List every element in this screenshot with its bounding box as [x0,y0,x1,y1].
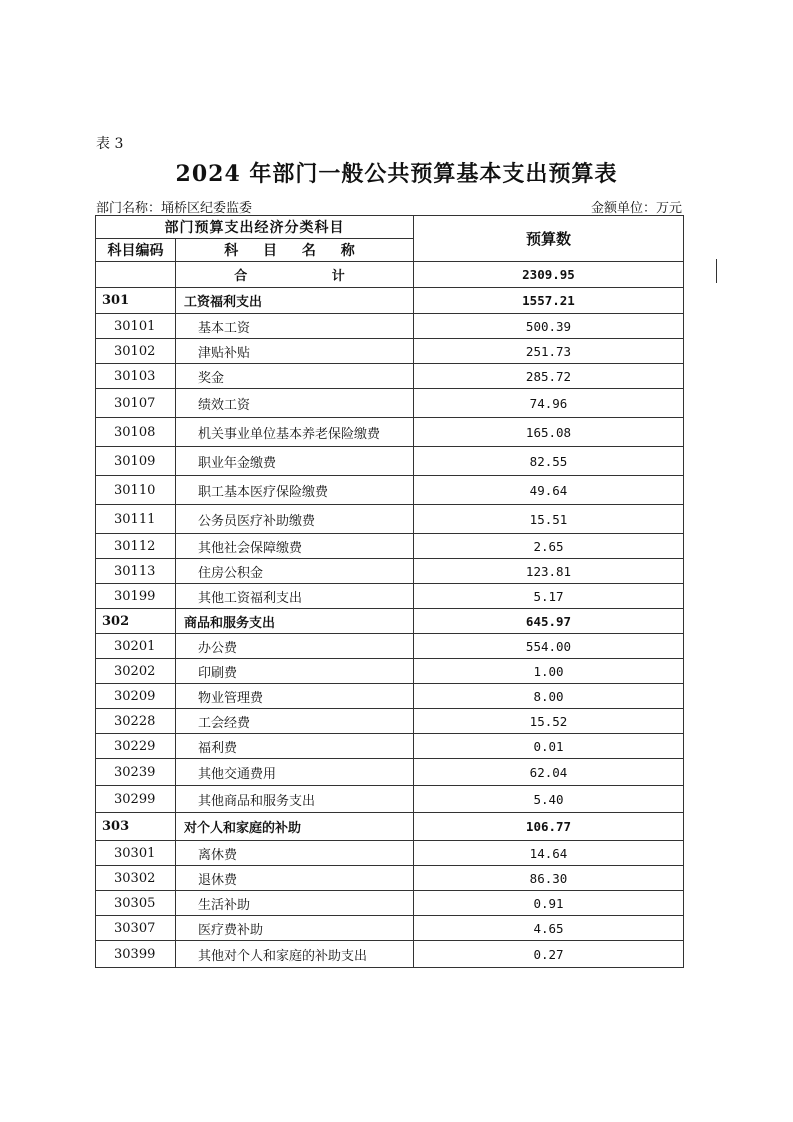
subject-code: 30209 [96,684,176,709]
table-row [96,505,684,534]
subject-code: 302 [96,609,176,634]
subject-code: 30302 [96,866,176,891]
total-label: 合 计 [176,262,414,288]
subject-name: 机关事业单位基本养老保险缴费 [176,418,414,447]
table-row [96,447,684,476]
subject-name: 奖金 [176,364,414,389]
table-row [96,916,684,941]
subject-code: 30101 [96,314,176,339]
category-row [96,813,684,841]
amount-unit: 金额单位：万元 [590,201,682,216]
budget-table [95,215,684,968]
budget-amount: 86.30 [414,866,684,891]
subject-name: 公务员医疗补助缴费 [176,505,414,534]
budget-amount: 554.00 [414,634,684,659]
table-row [96,418,684,447]
budget-amount: 251.73 [414,339,684,364]
subject-name: 工资福利支出 [176,288,414,314]
table-row [96,584,684,609]
budget-amount: 74.96 [414,389,684,418]
subject-code: 30301 [96,841,176,866]
subject-name: 退休费 [176,866,414,891]
subject-code: 30202 [96,659,176,684]
budget-amount: 15.52 [414,709,684,734]
subject-name: 津贴补贴 [176,339,414,364]
table-row [96,389,684,418]
table-row [96,684,684,709]
header-budget-amount: 预算数 [414,216,684,262]
subject-name: 离休费 [176,841,414,866]
budget-amount: 123.81 [414,559,684,584]
subject-code: 30299 [96,786,176,813]
header-subject-code: 科目编码 [96,239,176,262]
meta-row [96,197,682,216]
budget-amount: 0.01 [414,734,684,759]
table-row [96,866,684,891]
header-economic-classification: 部门预算支出经济分类科目 [96,216,414,239]
subject-code: 30305 [96,891,176,916]
subject-code: 30229 [96,734,176,759]
budget-amount: 4.65 [414,916,684,941]
table-row [96,339,684,364]
subject-name: 职工基本医疗保险缴费 [176,476,414,505]
budget-amount: 645.97 [414,609,684,634]
table-row [96,786,684,813]
subject-name: 办公费 [176,634,414,659]
header-subject-name: 科 目 名 称 [176,239,414,262]
table-row [96,941,684,968]
subject-code: 30228 [96,709,176,734]
budget-amount: 14.64 [414,841,684,866]
budget-amount: 15.51 [414,505,684,534]
subject-code: 30307 [96,916,176,941]
table-row [96,734,684,759]
subject-name: 绩效工资 [176,389,414,418]
budget-amount: 1.00 [414,659,684,684]
subject-code: 30108 [96,418,176,447]
budget-amount: 0.27 [414,941,684,968]
table-row [96,759,684,786]
subject-code: 30109 [96,447,176,476]
subject-code: 30201 [96,634,176,659]
subject-code: 30103 [96,364,176,389]
subject-code: 30399 [96,941,176,968]
budget-amount: 82.55 [414,447,684,476]
table-row [96,634,684,659]
total-code-cell [96,262,176,288]
budget-amount: 49.64 [414,476,684,505]
budget-amount: 2.65 [414,534,684,559]
table-row [96,364,684,389]
table-row [96,314,684,339]
subject-code: 30107 [96,389,176,418]
subject-code: 303 [96,813,176,841]
table-row [96,534,684,559]
category-row [96,609,684,634]
subject-name: 印刷费 [176,659,414,684]
budget-amount: 8.00 [414,684,684,709]
table-row [96,891,684,916]
subject-name: 商品和服务支出 [176,609,414,634]
subject-name: 生活补助 [176,891,414,916]
table-row [96,659,684,684]
subject-name: 住房公积金 [176,559,414,584]
page-edge-mark [716,259,717,283]
table-row [96,709,684,734]
document-title: 2024 年部门一般公共预算基本支出预算表 [175,161,618,187]
table-row [96,841,684,866]
table-row [96,476,684,505]
subject-name: 其他交通费用 [176,759,414,786]
subject-code: 30111 [96,505,176,534]
subject-code: 30113 [96,559,176,584]
budget-amount: 165.08 [414,418,684,447]
budget-amount: 285.72 [414,364,684,389]
budget-amount: 62.04 [414,759,684,786]
subject-name: 基本工资 [176,314,414,339]
subject-name: 其他对个人和家庭的补助支出 [176,941,414,968]
subject-code: 30112 [96,534,176,559]
subject-name: 对个人和家庭的补助 [176,813,414,841]
budget-amount: 0.91 [414,891,684,916]
subject-code: 30102 [96,339,176,364]
table-number-label: 表 3 [96,136,124,152]
department-name: 部门名称：埇桥区纪委监委 [96,201,253,216]
table-row [96,559,684,584]
subject-name: 其他商品和服务支出 [176,786,414,813]
subject-name: 医疗费补助 [176,916,414,941]
subject-name: 物业管理费 [176,684,414,709]
category-row [96,288,684,314]
budget-amount: 500.39 [414,314,684,339]
budget-amount: 5.40 [414,786,684,813]
budget-amount: 106.77 [414,813,684,841]
subject-code: 30239 [96,759,176,786]
subject-code: 301 [96,288,176,314]
subject-name: 其他工资福利支出 [176,584,414,609]
subject-code: 30110 [96,476,176,505]
subject-name: 其他社会保障缴费 [176,534,414,559]
subject-name: 工会经费 [176,709,414,734]
total-amount: 2309.95 [414,262,684,288]
total-row [96,262,684,288]
subject-code: 30199 [96,584,176,609]
subject-name: 福利费 [176,734,414,759]
budget-amount: 1557.21 [414,288,684,314]
subject-name: 职业年金缴费 [176,447,414,476]
budget-amount: 5.17 [414,584,684,609]
